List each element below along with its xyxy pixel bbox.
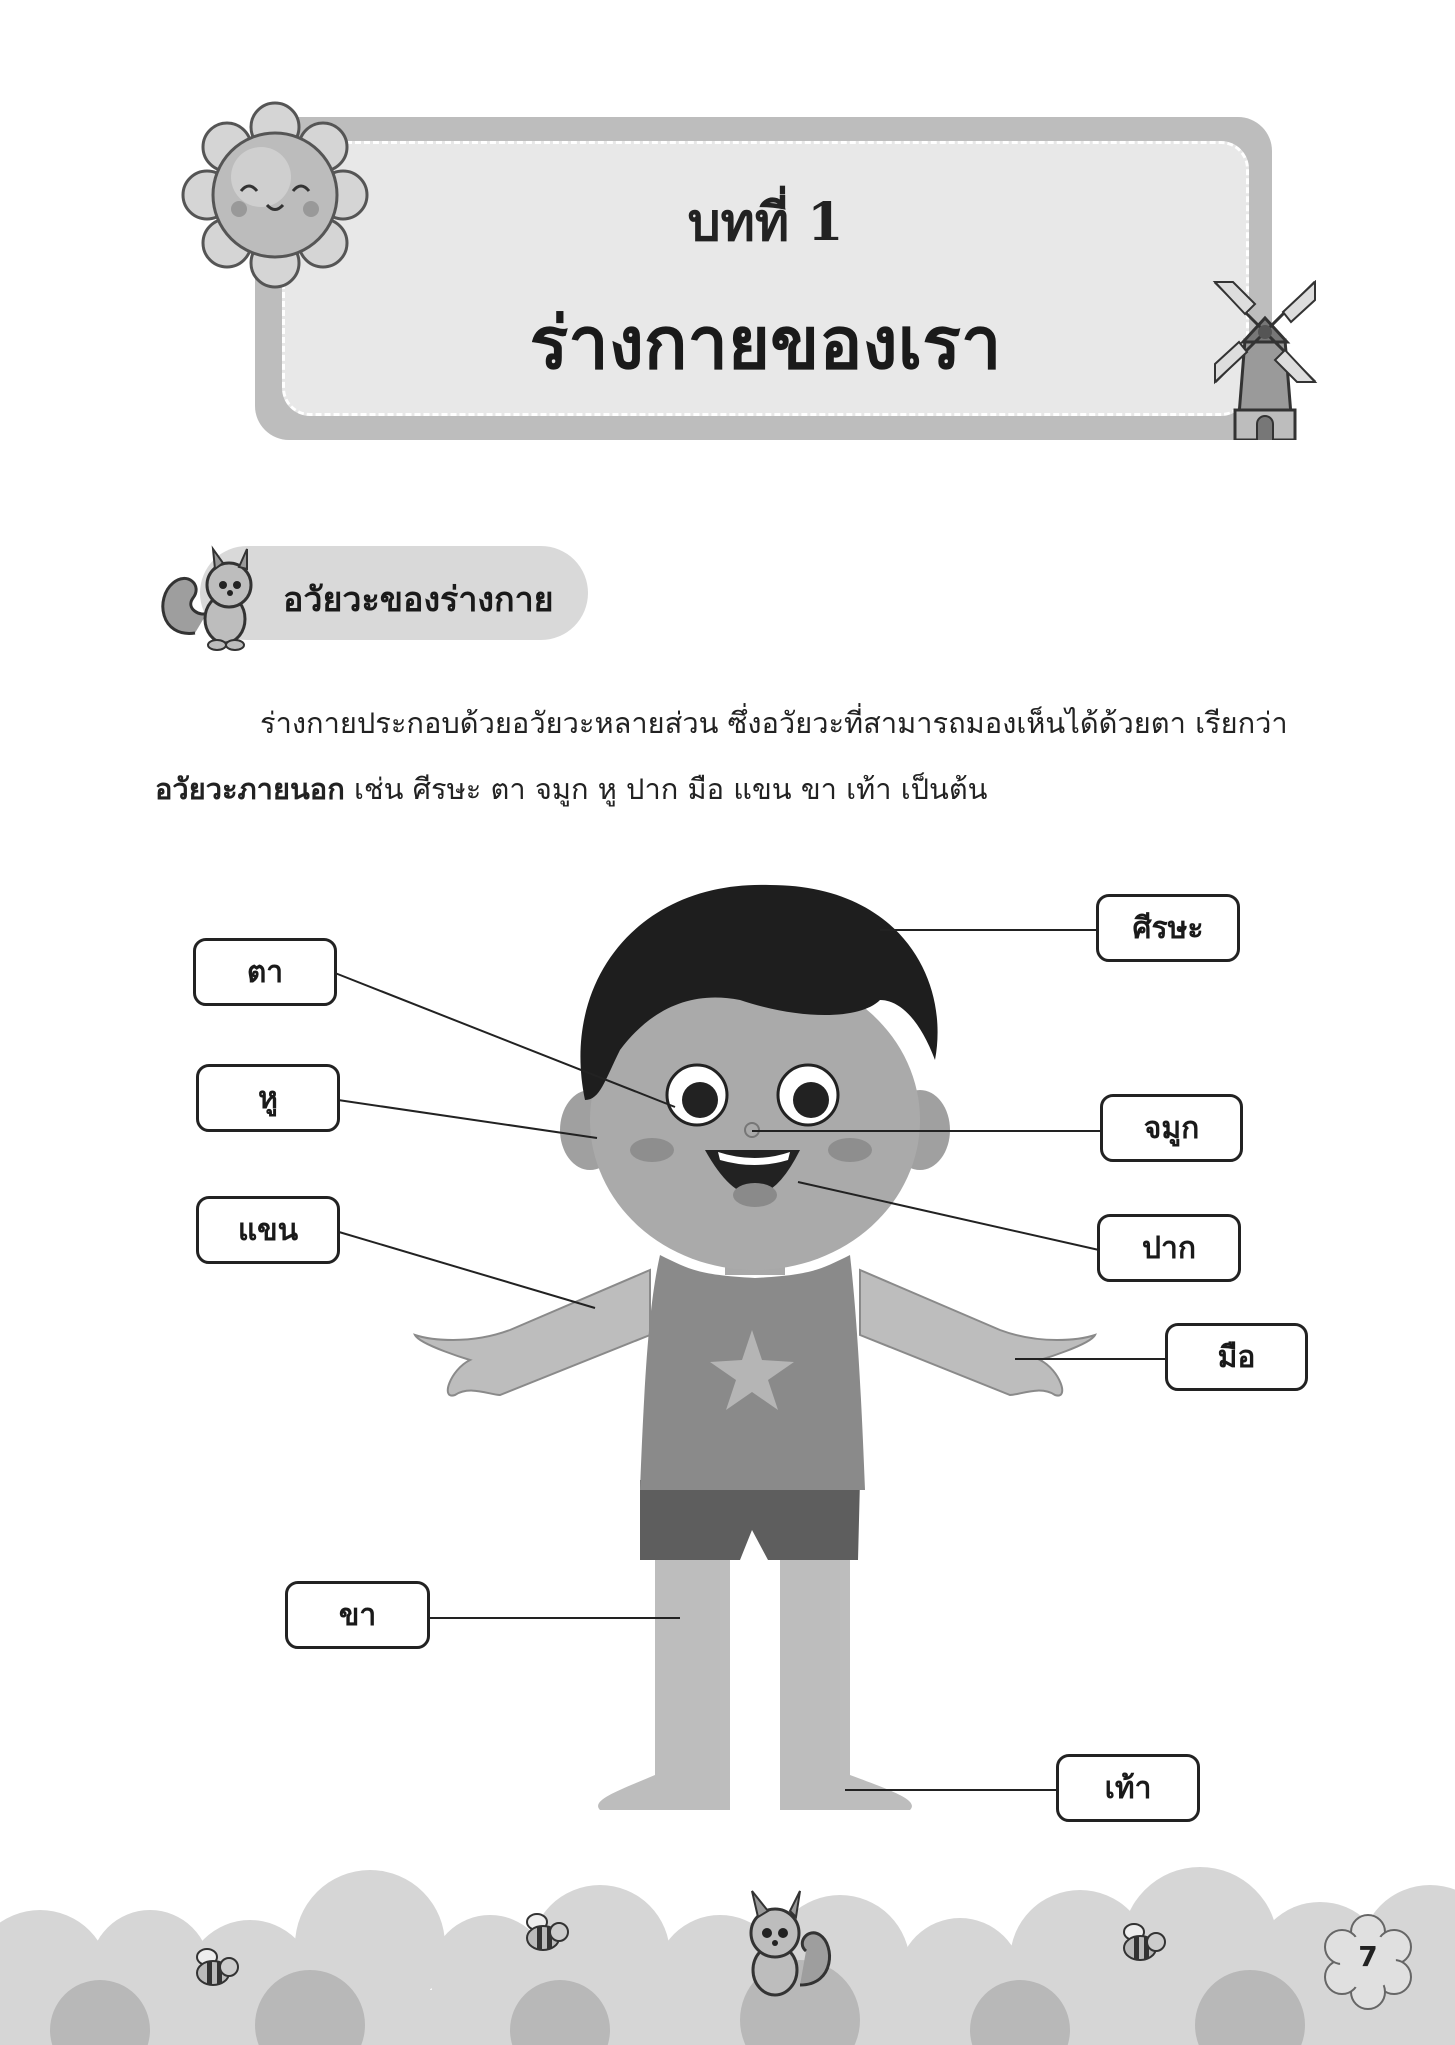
label-foot: เท้า bbox=[1056, 1754, 1200, 1822]
label-leg: ขา bbox=[285, 1581, 430, 1649]
bee-icon bbox=[185, 1945, 245, 1993]
bee-icon bbox=[1112, 1920, 1172, 1968]
label-head: ศีรษะ bbox=[1096, 894, 1240, 962]
chapter-number: บทที่ 1 bbox=[687, 192, 844, 253]
label-arm: แขน bbox=[196, 1196, 340, 1264]
chapter-title: ร่างกายของเรา bbox=[529, 301, 1002, 385]
label-hand: มือ bbox=[1165, 1323, 1308, 1391]
intro-line-1: ร่างกายประกอบด้วยอวัยวะหลายส่วน ซึ่งอวัยวะที่สามารถมองเห็นได้ด้วยตา เรียกว่า bbox=[260, 706, 1288, 740]
external-organs-term: อวัยวะภายนอก bbox=[155, 772, 345, 806]
squirrel-icon bbox=[730, 1885, 835, 2000]
section-title: อวัยวะของร่างกาย bbox=[283, 580, 554, 620]
bee-icon bbox=[515, 1910, 575, 1958]
page-number: 7 bbox=[1358, 1940, 1378, 1973]
label-ear: หู bbox=[196, 1064, 340, 1132]
label-nose: จมูก bbox=[1100, 1094, 1243, 1162]
intro-line-2: เช่น ศีรษะ ตา จมูก หู ปาก มือ แขน ขา เท้า เป็นต้น bbox=[344, 772, 988, 806]
label-mouth: ปาก bbox=[1097, 1214, 1241, 1282]
label-eye: ตา bbox=[193, 938, 337, 1006]
